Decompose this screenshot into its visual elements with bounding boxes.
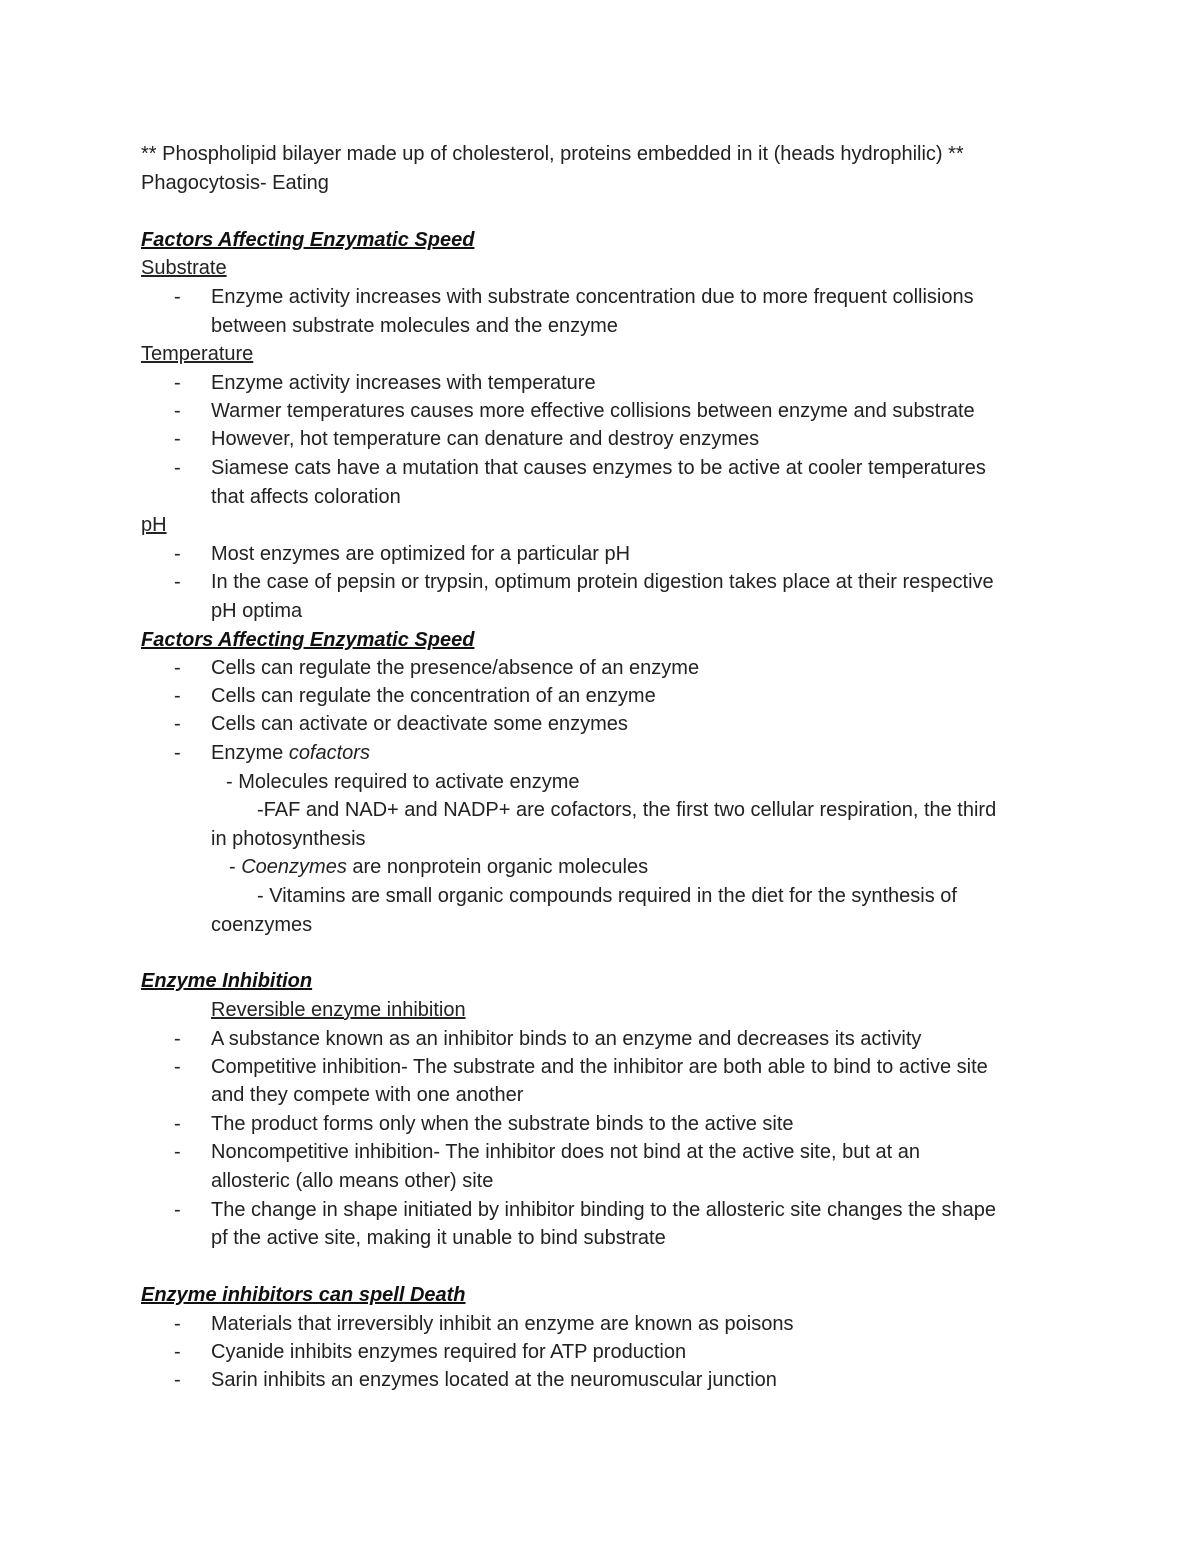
subheading-ph: pH (141, 514, 167, 536)
list-item-continuation: between substrate molecules and the enzyme (211, 315, 618, 337)
list-item-continuation: and they compete with one another (211, 1084, 524, 1106)
bullet-dash: - (174, 1341, 181, 1363)
section-heading: Enzyme inhibitors can spell Death (141, 1284, 466, 1306)
bullet-dash: - (174, 372, 181, 394)
list-item: Enzyme activity increases with substrate concentration due to more frequent collisions (211, 286, 974, 308)
list-item-text: Enzyme (211, 742, 289, 764)
bullet-dash: - (174, 742, 181, 764)
list-item: Cyanide inhibits enzymes required for ATP production (211, 1341, 687, 1363)
bullet-dash: - (174, 713, 181, 735)
list-item: Noncompetitive inhibition- The inhibitor does not bind at the active site, but at an (211, 1141, 920, 1163)
bullet-dash: - (174, 428, 181, 450)
nested-item-continuation: in photosynthesis (211, 828, 366, 850)
list-item: Materials that irreversibly inhibit an enzyme are known as poisons (211, 1313, 794, 1335)
section-heading: Factors Affecting Enzymatic Speed (141, 229, 475, 251)
section-heading: Enzyme Inhibition (141, 970, 313, 992)
nested-item: -FAF and NAD+ and NADP+ are cofactors, the first two cellular respiration, the third (257, 799, 997, 821)
bullet-dash: - (174, 1028, 181, 1050)
bullet-dash: - (174, 1113, 181, 1135)
emphasis-coenzymes: Coenzymes (241, 856, 347, 878)
list-item: Enzyme activity increases with temperature (211, 372, 596, 394)
nested-item: - Molecules required to activate enzyme (226, 771, 580, 793)
list-item: Siamese cats have a mutation that causes enzymes to be active at cooler temperatures (211, 457, 986, 479)
bullet-dash: - (174, 571, 181, 593)
list-item: A substance known as an inhibitor binds to an enzyme and decreases its activity (211, 1028, 922, 1050)
subheading-temperature: Temperature (141, 343, 254, 365)
nested-item: - Vitamins are small organic compounds required in the diet for the synthesis of (257, 885, 957, 907)
list-item: Cells can regulate the presence/absence of an enzyme (211, 657, 700, 679)
bullet-dash: - (174, 457, 181, 479)
list-item-continuation: pf the active site, making it unable to bind substrate (211, 1227, 666, 1249)
subheading-reversible: Reversible enzyme inhibition (211, 999, 466, 1021)
list-item: However, hot temperature can denature and destroy enzymes (211, 428, 760, 450)
intro-line-2: Phagocytosis- Eating (141, 172, 329, 194)
list-item: Most enzymes are optimized for a particular pH (211, 543, 631, 565)
bullet-dash: - (174, 286, 181, 308)
bullet-dash: - (174, 400, 181, 422)
list-item: Cells can activate or deactivate some enzymes (211, 713, 628, 735)
list-item: Sarin inhibits an enzymes located at the neuromuscular junction (211, 1369, 777, 1391)
nested-item-text: are nonprotein organic molecules (346, 856, 649, 878)
nested-item (229, 853, 648, 881)
bullet-dash: - (174, 1369, 181, 1391)
section-heading: Factors Affecting Enzymatic Speed (141, 629, 475, 651)
bullet-dash: - (174, 657, 181, 679)
subheading-substrate: Substrate (141, 257, 227, 279)
list-item: Cells can regulate the concentration of an enzyme (211, 685, 656, 707)
list-item (211, 739, 370, 767)
nested-item-continuation: coenzymes (211, 914, 313, 936)
list-item-continuation: allosteric (allo means other) site (211, 1170, 494, 1192)
list-item: Competitive inhibition- The substrate and the inhibitor are both able to bind to active site (211, 1056, 988, 1078)
bullet-dash: - (174, 1056, 181, 1078)
bullet-dash: - (174, 685, 181, 707)
emphasis-cofactors: cofactors (288, 742, 370, 764)
bullet-dash: - (174, 543, 181, 565)
bullet-dash: - (174, 1141, 181, 1163)
list-item: In the case of pepsin or trypsin, optimum protein digestion takes place at their respective (211, 571, 994, 593)
bullet-dash: - (174, 1313, 181, 1335)
list-item: The product forms only when the substrate binds to the active site (211, 1113, 794, 1135)
list-item-continuation: that affects coloration (211, 486, 401, 508)
bullet-dash: - (174, 1199, 181, 1221)
list-item: The change in shape initiated by inhibitor binding to the allosteric site changes the shape (211, 1199, 996, 1221)
intro-line-1: ** Phospholipid bilayer made up of cholesterol, proteins embedded in it (heads hydrophilic) ** (141, 143, 964, 165)
list-item-continuation: pH optima (211, 600, 303, 622)
nested-item-prefix: - (229, 856, 242, 878)
list-item: Warmer temperatures causes more effective collisions between enzyme and substrate (211, 400, 975, 422)
